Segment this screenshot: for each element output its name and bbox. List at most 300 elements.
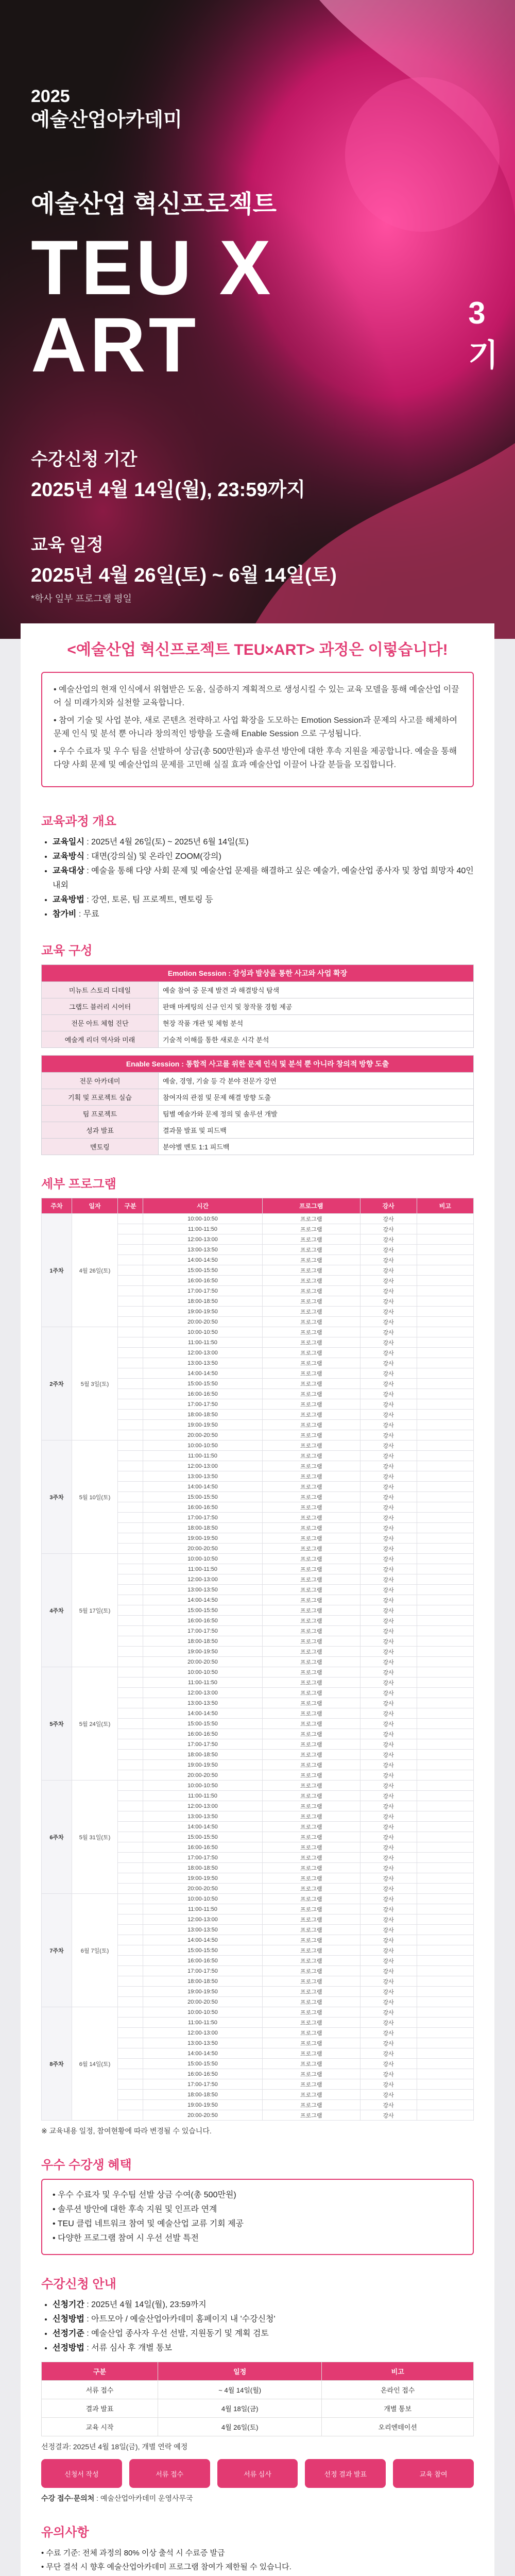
program-name: 프로그램 [262,2007,360,2018]
program-name: 프로그램 [262,1832,360,1842]
program-group [118,1791,143,1801]
program-lecturer: 강사 [360,1719,417,1729]
program-group [118,1255,143,1265]
program-remark [417,1255,473,1265]
program-time: 10:00-10:50 [143,1781,263,1791]
selection-cell: 개별 통보 [322,2399,474,2418]
edu-schedule-label: 교육 일정 [31,535,104,555]
program-time: 13:00-13:50 [143,1811,263,1822]
program-name: 프로그램 [262,2028,360,2038]
edu-schedule-note: *학사 일부 프로그램 평일 [31,594,132,604]
program-time: 17:00-17:50 [143,1739,263,1750]
program-group [118,1337,143,1348]
program-group [118,1853,143,1863]
program-name: 프로그램 [262,2048,360,2059]
program-remark [417,1214,473,1224]
program-remark [417,1935,473,1945]
program-group [118,1894,143,1904]
program-group [118,1523,143,1533]
program-remark [417,1379,473,1389]
program-remark [417,1368,473,1379]
program-lecturer: 강사 [360,1317,417,1327]
program-row [42,1667,474,1677]
program-name: 프로그램 [262,1647,360,1657]
program-remark [417,1502,473,1513]
program-group [118,1214,143,1224]
program-row [42,2007,474,2018]
program-name: 프로그램 [262,1914,360,1925]
program-lecturer: 강사 [360,1832,417,1842]
selection-header: 비고 [322,2362,474,2381]
program-lecturer: 강사 [360,1430,417,1440]
program-group [118,1976,143,1987]
flow-step: 선정 결과 발표 [305,2459,386,2488]
program-group [118,1914,143,1925]
program-group [118,1461,143,1471]
program-remark [417,1914,473,1925]
program-remark [417,1791,473,1801]
program-group [118,1822,143,1832]
program-lecturer: 강사 [360,1605,417,1616]
program-lecturer: 강사 [360,1399,417,1410]
intro-paragraph: • 예술산업의 현재 인식에서 위협받은 도움, 실증하지 계획적으로 생성시킬 수 있는 교육 모델을 통해 예술산업 이끌어 실 미래가치와 실천할 교육합니다. [54,685,459,707]
program-remark [417,1513,473,1523]
apply-item: • 신청기간 : 2025년 4월 14일(월), 23:59까지 [53,2298,474,2312]
composition-row [42,1122,474,1139]
program-group [118,1265,143,1276]
program-group [118,1616,143,1626]
program-remark [417,1286,473,1296]
benefit-item: • 솔루션 방안에 대한 후속 지원 및 인프라 연계 [53,2205,217,2214]
program-time: 12:00-13:00 [143,1234,263,1245]
program-name: 프로그램 [262,1657,360,1667]
program-time: 12:00-13:00 [143,1801,263,1811]
program-name: 프로그램 [262,1461,360,1471]
program-remark [417,2048,473,2059]
program-lecturer: 강사 [360,1739,417,1750]
program-time: 11:00-11:50 [143,2018,263,2028]
program-lecturer: 강사 [360,1688,417,1698]
intro-section [21,623,494,798]
program-remark [417,1337,473,1348]
apply-flow [41,2459,474,2488]
overview-section [21,798,494,927]
program-lecturer: 강사 [360,1389,417,1399]
composition-key: 전문 아트 체험 진단 [42,1015,159,1031]
program-lecturer: 강사 [360,1698,417,1708]
program-time: 18:00-18:50 [143,1976,263,1987]
composition-key: 성과 발표 [42,1122,159,1139]
program-lecturer: 강사 [360,1708,417,1719]
program-remark [417,1894,473,1904]
program-remark [417,1554,473,1564]
program-lecturer: 강사 [360,1616,417,1626]
program-remark [417,1770,473,1781]
composition-row [42,1031,474,1048]
program-lecturer: 강사 [360,1214,417,1224]
program-remark [417,2100,473,2110]
caution-item: • 수료 기준: 전체 과정의 80% 이상 출석 시 수료증 발급 [41,2549,225,2557]
program-name: 프로그램 [262,1224,360,1234]
program-remark [417,1698,473,1708]
program-date: 5월 31일(토) [72,1781,118,1894]
program-name: 프로그램 [262,1317,360,1327]
program-group [118,1502,143,1513]
program-lecturer: 강사 [360,1987,417,1997]
composition-row [42,1106,474,1122]
apply-section [21,2260,494,2509]
intro-box [41,672,474,787]
program-name: 프로그램 [262,1379,360,1389]
program-remark [417,1873,473,1884]
benefits-title: 우수 수강생 혜택 [41,2158,132,2172]
program-time: 17:00-17:50 [143,1626,263,1636]
program-lecturer: 강사 [360,1410,417,1420]
program-remark [417,1801,473,1811]
program-name: 프로그램 [262,1853,360,1863]
benefit-item: • TEU 클럽 네트워크 참여 및 예술산업 교류 기회 제공 [53,2219,244,2228]
program-name: 프로그램 [262,1389,360,1399]
program-name: 프로그램 [262,1863,360,1873]
program-group [118,1234,143,1245]
program-name: 프로그램 [262,1296,360,1307]
program-remark [417,1976,473,1987]
benefits-box [41,2179,474,2255]
program-group [118,1533,143,1544]
program-remark [417,1884,473,1894]
program-lecturer: 강사 [360,1327,417,1337]
program-group [118,1440,143,1451]
selection-row [42,2399,474,2418]
selection-cell: 4월 26일(토) [158,2418,321,2436]
program-name: 프로그램 [262,1595,360,1605]
program-remark [417,1853,473,1863]
program-week: 6주차 [42,1781,72,1894]
program-time: 20:00-20:50 [143,1317,263,1327]
program-date: 5월 3일(토) [72,1327,118,1440]
program-group [118,1688,143,1698]
intro-headline: <예술산업 혁신프로젝트 TEU×ART> 과정은 이렇습니다! [67,641,448,658]
apply-item: • 선정기준 : 예술산업 종사자 우선 선발, 지원동기 및 계획 검토 [53,2327,474,2341]
program-lecturer: 강사 [360,2018,417,2028]
apply-list [41,2298,474,2355]
program-name: 프로그램 [262,1760,360,1770]
apply-contact: 수강 접수·문의처 : 예술산업아카데미 운영사무국 [41,2494,193,2502]
program-name: 프로그램 [262,1482,360,1492]
program-name: 프로그램 [262,1636,360,1647]
selection-row [42,2418,474,2436]
program-week: 1주차 [42,1214,72,1327]
program-time: 14:00-14:50 [143,1368,263,1379]
program-lecturer: 강사 [360,2059,417,2069]
program-time: 10:00-10:50 [143,1894,263,1904]
composition-key: 전문 아카데미 [42,1073,159,1089]
program-name: 프로그램 [262,2059,360,2069]
program-time: 10:00-10:50 [143,2007,263,2018]
benefits-section [21,2141,494,2260]
program-header: 비고 [417,1198,473,1214]
program-remark [417,1296,473,1307]
program-time: 20:00-20:50 [143,1770,263,1781]
program-lecturer: 강사 [360,1956,417,1966]
program-time: 19:00-19:50 [143,1760,263,1770]
program-remark [417,1956,473,1966]
program-header: 강사 [360,1198,417,1214]
program-time: 18:00-18:50 [143,1410,263,1420]
program-group [118,1925,143,1935]
program-group [118,2018,143,2028]
program-group [118,1513,143,1523]
program-group [118,1677,143,1688]
program-name: 프로그램 [262,1677,360,1688]
composition-key: 미뉴트 스토리 디테일 [42,982,159,998]
overview-list [41,835,474,922]
program-group [118,2059,143,2069]
program-time: 12:00-13:00 [143,1914,263,1925]
program-remark [417,1760,473,1770]
overview-title: 교육과정 개요 [41,815,116,828]
program-time: 20:00-20:50 [143,1884,263,1894]
program-name: 프로그램 [262,1430,360,1440]
program-time: 10:00-10:50 [143,1667,263,1677]
program-name: 프로그램 [262,1214,360,1224]
program-time: 10:00-10:50 [143,1554,263,1564]
program-group [118,1574,143,1585]
program-header: 프로그램 [262,1198,360,1214]
program-group [118,1966,143,1976]
program-lecturer: 강사 [360,1894,417,1904]
apply-period-label: 수강신청 기간 [31,450,138,469]
program-remark [417,1317,473,1327]
program-group [118,1276,143,1286]
program-group [118,1729,143,1739]
program-group [118,1368,143,1379]
program-lecturer: 강사 [360,1513,417,1523]
program-header: 일자 [72,1198,118,1214]
composition-row [42,982,474,998]
program-remark [417,1492,473,1502]
program-lecturer: 강사 [360,2069,417,2079]
program-time: 20:00-20:50 [143,1544,263,1554]
program-name: 프로그램 [262,1471,360,1482]
composition-key: 예술계 리더 역사와 미래 [42,1031,159,1048]
overview-item: • 교육방법 : 강연, 토론, 팀 프로젝트, 멘토링 등 [53,893,474,907]
program-group [118,1379,143,1389]
program-time: 15:00-15:50 [143,2059,263,2069]
program-time: 15:00-15:50 [143,1379,263,1389]
program-group [118,1647,143,1657]
program-time: 17:00-17:50 [143,1399,263,1410]
program-group [118,1554,143,1564]
program-remark [417,1605,473,1616]
program-group [118,2079,143,2090]
program-name: 프로그램 [262,1822,360,1832]
program-remark [417,1276,473,1286]
emotion-table [41,964,474,1048]
program-row [42,1554,474,1564]
program-name: 프로그램 [262,1420,360,1430]
program-time: 16:00-16:50 [143,1616,263,1626]
program-section [21,1160,494,2141]
program-date: 6월 7일(토) [72,1894,118,2007]
flow-step: 신청서 작성 [41,2459,122,2488]
program-lecturer: 강사 [360,1348,417,1358]
program-remark [417,1533,473,1544]
program-remark [417,1544,473,1554]
program-group [118,1801,143,1811]
program-time: 13:00-13:50 [143,1358,263,1368]
program-name: 프로그램 [262,1399,360,1410]
program-time: 15:00-15:50 [143,1719,263,1729]
program-time: 16:00-16:50 [143,1956,263,1966]
program-time: 11:00-11:50 [143,1564,263,1574]
program-remark [417,1863,473,1873]
intro-paragraph: • 참여 기술 및 사업 분야, 새로 콘텐츠 전략하고 사업 확장을 도모하는 Emotion Session과 문제의 사고를 해체하여 문제 인식 및 분석 뿐 아니라 창의적인 방향을 도출해 Enable Session 으로 구성됩니다. [54,716,458,738]
program-lecturer: 강사 [360,1440,417,1451]
program-name: 프로그램 [262,1770,360,1781]
program-time: 15:00-15:50 [143,1832,263,1842]
program-row [42,1327,474,1337]
program-row [42,1214,474,1224]
program-name: 프로그램 [262,2018,360,2028]
program-remark [417,1708,473,1719]
program-time: 14:00-14:50 [143,2048,263,2059]
program-lecturer: 강사 [360,1337,417,1348]
program-lecturer: 강사 [360,1811,417,1822]
program-time: 20:00-20:50 [143,1997,263,2007]
caution-item [41,2574,474,2576]
emotion-caption: Emotion Session : 감성과 발상을 통한 사고와 사업 확장 [42,965,474,982]
program-name: 프로그램 [262,1337,360,1348]
program-group [118,1389,143,1399]
program-lecturer: 강사 [360,1976,417,1987]
program-lecturer: 강사 [360,1822,417,1832]
program-time: 12:00-13:00 [143,2028,263,2038]
program-group [118,2038,143,2048]
composition-key: 그랩드 블러리 시어터 [42,998,159,1015]
program-name: 프로그램 [262,1842,360,1853]
program-time: 12:00-13:00 [143,1574,263,1585]
intro-paragraph: • 우수 수료자 및 우수 팀을 선발하여 상금(총 500만원)과 솔루션 방안에 대한 후속 지원을 제공합니다. 예술을 통해 다양 사회 문제 및 예술산업의 문제를 고민해 실질 효과 예술산업 이끌어 나갈 분들을 모집합니다. [54,747,457,769]
hero-logo [31,224,515,388]
program-time: 16:00-16:50 [143,1276,263,1286]
overview-item: • 교육일시 : 2025년 4월 26일(토) ~ 2025년 6월 14일(토) [53,835,474,850]
selection-cell: 오리엔테이션 [322,2418,474,2436]
program-remark [417,1234,473,1245]
program-name: 프로그램 [262,1884,360,1894]
program-remark [417,1585,473,1595]
program-time: 13:00-13:50 [143,1471,263,1482]
program-lecturer: 강사 [360,1245,417,1255]
program-group [118,1987,143,1997]
program-lecturer: 강사 [360,1801,417,1811]
program-time: 13:00-13:50 [143,1245,263,1255]
program-lecturer: 강사 [360,2100,417,2110]
program-remark [417,1574,473,1585]
composition-value: 결과물 발표 및 피드백 [159,1122,474,1139]
program-time: 18:00-18:50 [143,1523,263,1533]
program-remark [417,1471,473,1482]
program-time: 14:00-14:50 [143,1482,263,1492]
program-time: 16:00-16:50 [143,1502,263,1513]
program-time: 20:00-20:50 [143,1430,263,1440]
program-name: 프로그램 [262,1904,360,1914]
overview-item: • 참가비 : 무료 [53,907,474,922]
program-lecturer: 강사 [360,1781,417,1791]
program-time: 18:00-18:50 [143,1863,263,1873]
program-lecturer: 강사 [360,1234,417,1245]
program-remark [417,1430,473,1440]
selection-cell: 결과 발표 [42,2399,158,2418]
program-name: 프로그램 [262,2110,360,2121]
selection-row [42,2381,474,2399]
program-remark [417,1811,473,1822]
program-time: 19:00-19:50 [143,1533,263,1544]
program-name: 프로그램 [262,1719,360,1729]
program-date: 5월 24일(토) [72,1667,118,1781]
program-remark [417,1966,473,1976]
program-lecturer: 강사 [360,1523,417,1533]
program-name: 프로그램 [262,1935,360,1945]
program-time: 16:00-16:50 [143,1389,263,1399]
program-group [118,1286,143,1296]
composition-row [42,1015,474,1031]
program-time: 18:00-18:50 [143,2090,263,2100]
program-group [118,1904,143,1914]
program-name: 프로그램 [262,1440,360,1451]
program-group [118,1245,143,1255]
caution-section [21,2509,494,2576]
program-name: 프로그램 [262,1791,360,1801]
program-lecturer: 강사 [360,1276,417,1286]
benefit-item: • 우수 수료자 및 우수팀 선발 상금 수여(총 500만원) [53,2191,236,2199]
program-name: 프로그램 [262,1739,360,1750]
composition-key: 멘토링 [42,1139,159,1155]
apply-period-value: 2025년 4월 14일(월), 23:59까지 [31,479,305,501]
program-time: 12:00-13:00 [143,1461,263,1471]
program-remark [417,1657,473,1667]
program-lecturer: 강사 [360,1677,417,1688]
program-date: 4월 26일(토) [72,1214,118,1327]
program-time: 11:00-11:50 [143,1904,263,1914]
program-remark [417,1420,473,1430]
program-remark [417,1564,473,1574]
composition-value: 예술, 경영, 기술 등 각 분야 전문가 강연 [159,1073,474,1089]
program-group [118,1296,143,1307]
program-group [118,2110,143,2121]
program-lecturer: 강사 [360,2090,417,2100]
program-table [41,1198,474,2121]
program-time: 20:00-20:50 [143,1657,263,1667]
program-time: 19:00-19:50 [143,1420,263,1430]
program-name: 프로그램 [262,1544,360,1554]
program-time: 18:00-18:50 [143,1636,263,1647]
program-name: 프로그램 [262,1368,360,1379]
hero-academy: 예술산업아카데미 [31,109,182,131]
program-group [118,2048,143,2059]
program-remark [417,2038,473,2048]
program-time: 11:00-11:50 [143,1677,263,1688]
program-lecturer: 강사 [360,1997,417,2007]
program-remark [417,1636,473,1647]
benefit-item: • 다양한 프로그램 참여 시 우선 선발 특전 [53,2234,199,2243]
program-remark [417,1523,473,1533]
program-remark [417,2110,473,2121]
program-lecturer: 강사 [360,1544,417,1554]
program-group [118,1842,143,1853]
program-remark [417,1667,473,1677]
program-group [118,1945,143,1956]
